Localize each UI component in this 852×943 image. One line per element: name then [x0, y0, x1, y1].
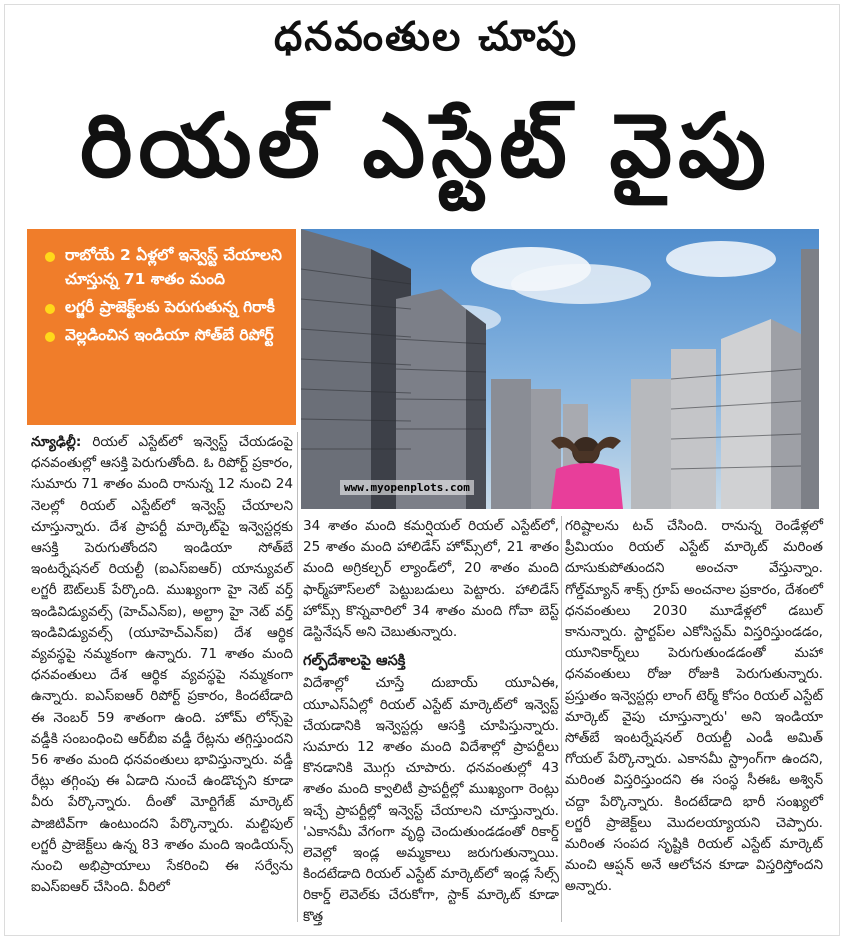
highlight-item — [45, 323, 286, 347]
highlight-text: రాబోయే 2 ఏళ్లలో ఇన్వెస్ట్ చేయాలని చూస్తున్న 71 శాతం మంది — [65, 246, 282, 288]
article-column-3 — [565, 516, 823, 898]
article-text: రియల్ ఎస్టేట్‌లో ఇన్వెస్ట్ చేయడంపై ధనవంతుల్లో ఆసక్తి పెరుగుతోంది. ఓ రిపోర్ట్ ప్రకారం, సుమారు 71 శాతం మంది రానున్న 12 నుంచి 24 నెలల్లో రియల్ ఎస్టేట్‌లో ఇన్వెస్ట్ చేయాలని చూస్తున్నారు. దేశ ప్రాపర్టీ మార్కెట్‌పై ఇన్వెస్టర్లకు ఆసక్తి పెరుగుతోందని ఇండియా సోత్‌బే ఇంటర్నేషనల్ రియల్టీ (ఐఎస్ఐఆర్) యాన్యువల్ లగ్జరీ ఔట్‌లుక్ పేర్కొంది. ముఖ్యంగా హై నెట్ వర్త్ ఇండివిడ్యువల్స్ (హెచ్ఎన్ఐ), అల్ట్రా హై నెట్ వర్త్ ఇండివిడ్యువల్స్ (యూహెచ్ఎన్ఐ) దేశ ఆర్థిక వ్యవస్థపై నమ్మకంగా ఉన్నారు. 71 శాతం మంది ధనవంతులు దేశ ఆర్థిక వ్యవస్థపై నమ్మకంగా ఉన్నారు. ఐఎస్ఐఆర్ రిపోర్ట్ ప్రకారం, కిందటేడాది ఈ నెంబర్ 59 శాతంగా ఉంది. హోమ్ లోన్స్‌పై వడ్డీకి సంబంధించి ఆర్‌బీఐ వడ్డీ రేట్లను తగ్గిస్తుందని 56 శాతం మంది ధనవంతులు భావిస్తున్నారు. వడ్డీ రేట్లు తగ్గింపు ఈ ఏడాది నుంచే ఉండొచ్చని కూడా వీరు పేర్కొన్నారు. దీంతో మోర్టిగేజ్ మార్కెట్ పాజిటివ్‌గా ఉంటుందని పేర్కొన్నారు. మల్టిపుల్ లగ్జరీ ప్రాజెక్ట్‌లు ఉన్న 83 శాతం మంది ఇండియన్స్ నుంచి అభిప్రాయాలు సేకరించి ఈ సర్వేను ఐఎస్ఐఆర్ చేసింది. వీరిలో — [31, 434, 293, 896]
bullet-icon — [45, 252, 55, 262]
article-text: 34 శాతం మంది కమర్షియల్ రియల్ ఎస్టేట్‌లో, 25 శాతం మంది హాలిడేస్ హోమ్స్‌లో, 21 శాతం మంది అగ్రికల్చర్ ల్యాండ్‌లో, 20 శాతం మంది ఫార్మ్‌హౌస్‌లలో పెట్టుబడులు పెట్టారు. హాలిడేస్ హోమ్స్ కొన్నవారిలో 34 శాతం మంది గోవా బెస్ట్ డెస్టినేషన్ అని చెబుతున్నారు. — [303, 518, 559, 641]
main-headline: రియల్ ఎస్టేట్ వైపు — [80, 94, 772, 197]
highlight-text: లగ్జరీ ప్రాజెక్ట్‌లకు పెరుగుతున్న గిరాకీ — [65, 298, 275, 316]
column-divider — [297, 432, 298, 922]
watermark: www.myopenplots.com — [340, 480, 474, 495]
kicker-headline: ధనవంతుల చూపు — [273, 14, 579, 60]
article-column-1 — [31, 432, 293, 898]
article-text: విదేశాల్లో చూస్తే దుబాయ్ యూఏఈ, యూఎస్ఏల్లో రియల్ ఎస్టేట్ మార్కెట్‌లో ఇన్వెస్ట్ చేయడానికి ఇన్వెస్టర్లు ఆసక్తి చూపిస్తున్నారు. సుమారు 12 శాతం మంది విదేశాల్లో ప్రాపర్టీలు కొనడానికి మొగ్గు చూపారు. ధనవంతుల్లో 43 శాతం మంది క్వాలిటీ ప్రాపర్టీల్లో ముఖ్యంగా రెంట్లు ఇచ్చే ప్రాపర్టీల్లో ఇన్వెస్ట్ చేయాలని చూస్తున్నారు. 'ఎకానమీ వేగంగా వృద్ధి చెందుతుండడంతో రికార్డ్ లెవెల్లో ఇండ్ల అమ్మకాలు జరుగుతున్నాయి. కిందటేడాది రియల్ ఎస్టేట్ మార్కెట్‌లో ఇండ్ల సేల్స్ రికార్డ్ లెవెల్‌కు చేరుకోగా, స్టాక్ మార్కెట్ కూడా కొత్త — [303, 675, 559, 925]
skyline-illustration — [301, 229, 819, 509]
bullet-icon — [45, 332, 55, 342]
section-subheading: గల్ఫ్‌దేశాలపై ఆసక్తి — [303, 653, 406, 670]
column-divider — [561, 516, 562, 922]
bullet-icon — [45, 304, 55, 314]
article-column-2 — [303, 516, 559, 928]
highlight-text: వెల్లడించిన ఇండియా సోత్‌బే రిపోర్ట్ — [65, 326, 274, 344]
article-text: గరిష్టాలను టచ్ చేసింది. రానున్న రెండేళ్లలో ప్రీమియం రియల్ ఎస్టేట్ మార్కెట్ మరింత దూసుకుపోతుందని అంచనా వేస్తున్నాం. గోల్డ్‌మ్యాన్ శాక్స్ గ్రూప్ అంచనాల ప్రకారం, దేశంలో ధనవంతులు 2030 మూడేళ్లలో డబుల్ కానున్నారు. స్టార్టప్‌ల ఎకోసిస్టమ్ విస్తరిస్తుండడం, యూనికార్న్‌లు పెరుగుతుండడంతో మహా ధనవంతులు రోజు రోజుకి పెరుగుతున్నారు. ప్రస్తుతం ఇన్వెస్టర్లు లాంగ్ టెర్మ్ కోసం రియల్ ఎస్టేట్ మార్కెట్ వైపు చూస్తున్నారు' అని ఇండియా సోత్‌బే ఇంటర్నేషనల్ రియల్టీ ఎండీ అమిత్ గోయల్ పేర్కొన్నారు. ఎకానమీ స్ట్రాంగ్‌గా ఉందని, మరింత విస్తరిస్తుందని ఈ సంస్థ సీఈఓ అశ్విన్ చద్దా పేర్కొన్నారు. కిందటేడాది భారీ సంఖ్యలో లగ్జరీ ప్రాజెక్ట్‌లు మొదలయ్యాయని చెప్పారు. మరింత సంపద సృష్టికి రియల్ ఎస్టేట్ మార్కెట్ మంచి ఆప్షన్ అనే ఆలోచన కూడా విస్తరిస్తోందని అన్నారు. — [565, 518, 824, 895]
dateline: న్యూఢిల్లీ: — [31, 434, 82, 450]
buildings-photo — [301, 229, 819, 509]
highlight-item — [45, 295, 286, 319]
highlight-item — [45, 243, 286, 291]
highlights-box — [27, 229, 296, 425]
